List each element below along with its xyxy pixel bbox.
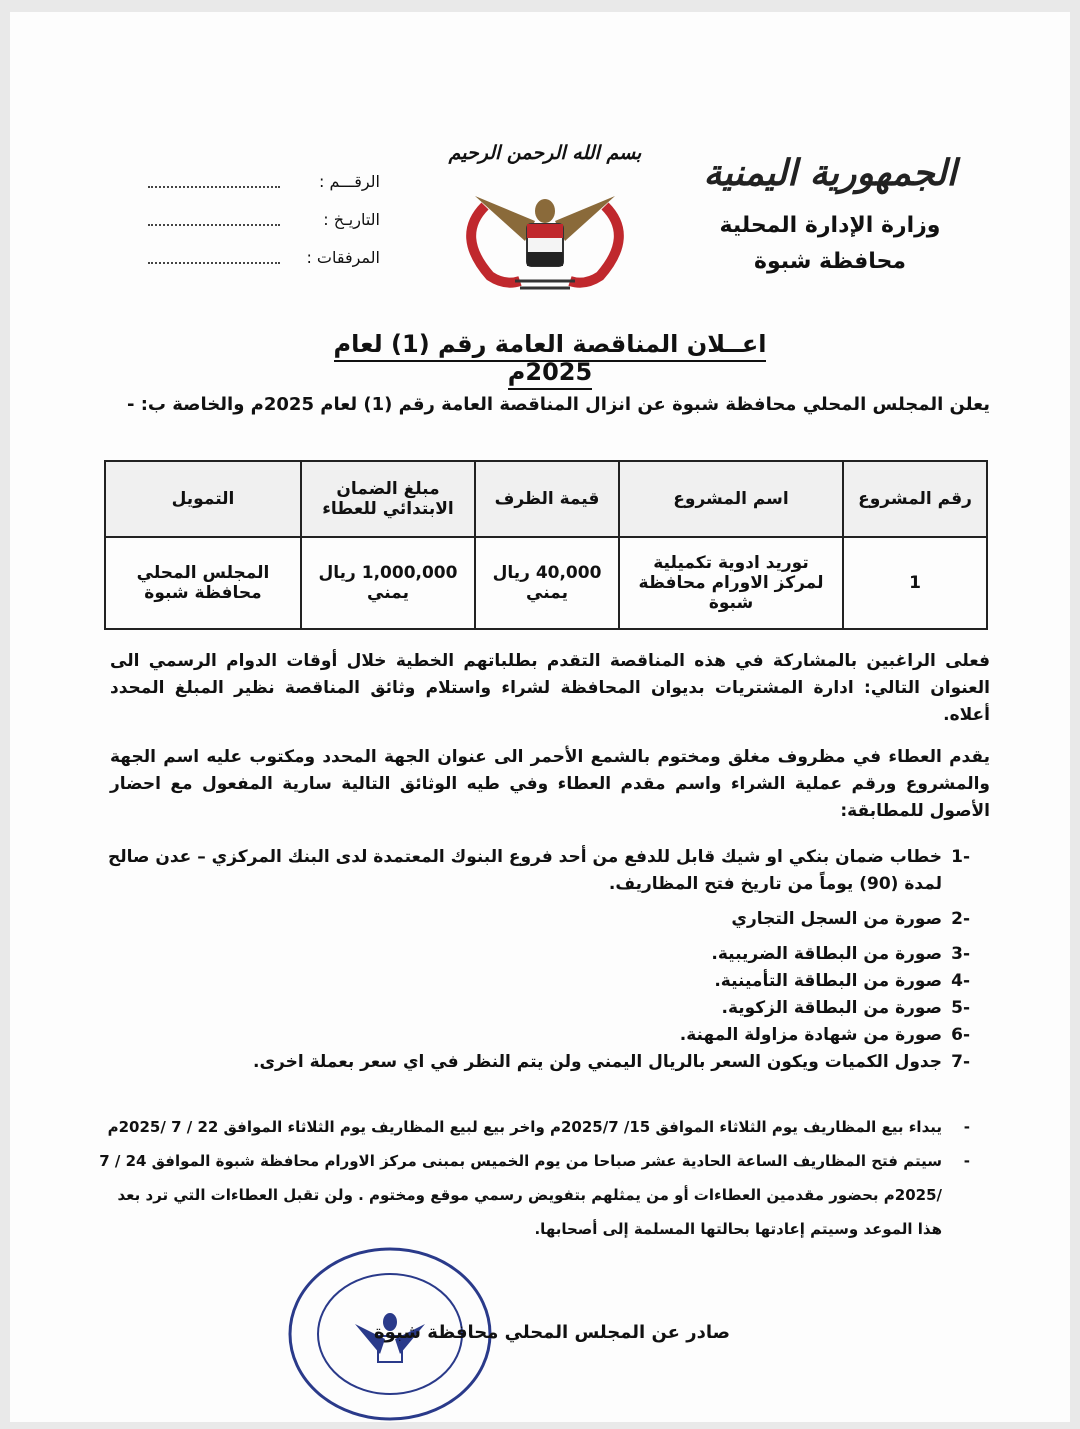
blank-line	[148, 212, 280, 226]
reference-number-field	[140, 162, 380, 200]
issued-by: صادر عن المجلس المحلي محافظة شبوة	[374, 1322, 730, 1343]
tender-table	[104, 460, 988, 630]
list-item: -2 صورة من السجل التجاري	[731, 909, 970, 929]
list-item: -7 جدول الكميات ويكون السعر بالريال اليمني ولن يتم النظر في اي سعر بعملة اخرى.	[253, 1052, 970, 1072]
reference-fields	[140, 162, 380, 276]
participation-paragraph: فعلى الراغبين بالمشاركة في هذه المناقصة التقدم بطلباتهم الخطية خلال أوقات الدوام الرسمي الى العنوان التالي: ادارة المشتريات بديوان المحافظة لشراء واستلام وثائق المناقصة نظير المبلغ المحدد أعلاه.	[110, 651, 990, 725]
field-label: التاريـخ :	[323, 209, 380, 229]
list-item: -4 صورة من البطاقة التأمينية.	[714, 971, 970, 991]
field-label: الرقـــم :	[319, 171, 380, 191]
issuer-block	[700, 152, 960, 280]
table-cell: 1	[843, 537, 987, 629]
attachments-field	[140, 238, 380, 276]
list-item: -5 صورة من البطاقة الزكوية.	[721, 998, 970, 1018]
schedule-notes	[90, 1110, 970, 1246]
list-item: - سيتم فتح المظاريف الساعة الحادية عشر صباحا من يوم الخميس بمبنى مركز الاورام محافظة شبوة الموافق 24 / 7 /2025م بحضور مقدمين العطاءات أو من يمثلهم بتفويض رسمي موقع ومختوم . ولن تقبل العطاءات التي ترد بعد هذا الموعد وسيتم إعادتها بحالتها المسلمة إلى أصحابها.	[90, 1144, 970, 1246]
bullet-dash-icon: -	[963, 1152, 970, 1170]
announcement-title: اعــلان المناقصة العامة رقم (1) لعام 2025م	[290, 330, 810, 386]
list-item: -6 صورة من شهادة مزاولة المهنة.	[679, 1025, 970, 1045]
blank-line	[148, 174, 280, 188]
column-header: اسم المشروع	[619, 461, 843, 537]
eagle-emblem-icon	[445, 166, 645, 296]
blank-line	[148, 250, 280, 264]
required-documents-list	[90, 844, 970, 1076]
republic-name: الجمهورية اليمنية	[703, 152, 957, 194]
field-label: المرفقات :	[306, 247, 380, 267]
table-cell: توريد ادوية تكميلية لمركز الاورام محافظة شبوة	[619, 537, 843, 629]
bullet-dash-icon: -	[963, 1118, 970, 1136]
table-cell: 40,000 ريال يمني	[475, 537, 619, 629]
submission-paragraph: يقدم العطاء في مظروف مغلق ومختوم بالشمع الأحمر الى عنوان الجهة المحدد ومكتوب عليه اسم الجهة والمشروع ورقم عملية الشراء واسم مقدم العطاء وفي طيه الوثائق التالية سارية المفعول مع احضار الأصول للمطابقة:	[110, 747, 990, 821]
table-cell: 1,000,000 ريال يمني	[301, 537, 475, 629]
governorate-name: محافظة شبوة	[754, 249, 906, 274]
document-page	[10, 12, 1070, 1422]
basmala: بسم الله الرحمن الرحيم	[448, 142, 642, 164]
list-item: - يبداء بيع المظاريف يوم الثلاثاء الموافق 15/ 2025/7م واخر بيع لبيع المظاريف يوم الثلاثاء الموافق 22 / 7 /2025م	[90, 1110, 970, 1144]
list-item: -1 خطاب ضمان بنكي او شيك قابل للدفع من أحد فروع البنوك المعتمدة لدى البنك المركزي – عدن صالح لمدة (90) يوماً من تاريخ فتح المظاريف.	[107, 847, 970, 894]
ministry-name: وزارة الإدارة المحلية	[719, 213, 941, 238]
date-field	[140, 200, 380, 238]
column-header: قيمة الظرف	[475, 461, 619, 537]
emblem-block	[430, 142, 660, 312]
table-cell: المجلس المحلي محافظة شبوة	[105, 537, 301, 629]
table-row	[105, 537, 987, 629]
intro-paragraph: يعلن المجلس المحلي محافظة شبوة عن انزال المناقصة العامة رقم (1) لعام 2025م والخاصة ب: -	[126, 394, 990, 415]
list-item: -3 صورة من البطاقة الضريبية.	[711, 944, 970, 964]
column-header: رقم المشروع	[843, 461, 987, 537]
column-header: مبلغ الضمان الابتدائي للعطاء	[301, 461, 475, 537]
table-header-row	[105, 461, 987, 537]
column-header: التمويل	[105, 461, 301, 537]
